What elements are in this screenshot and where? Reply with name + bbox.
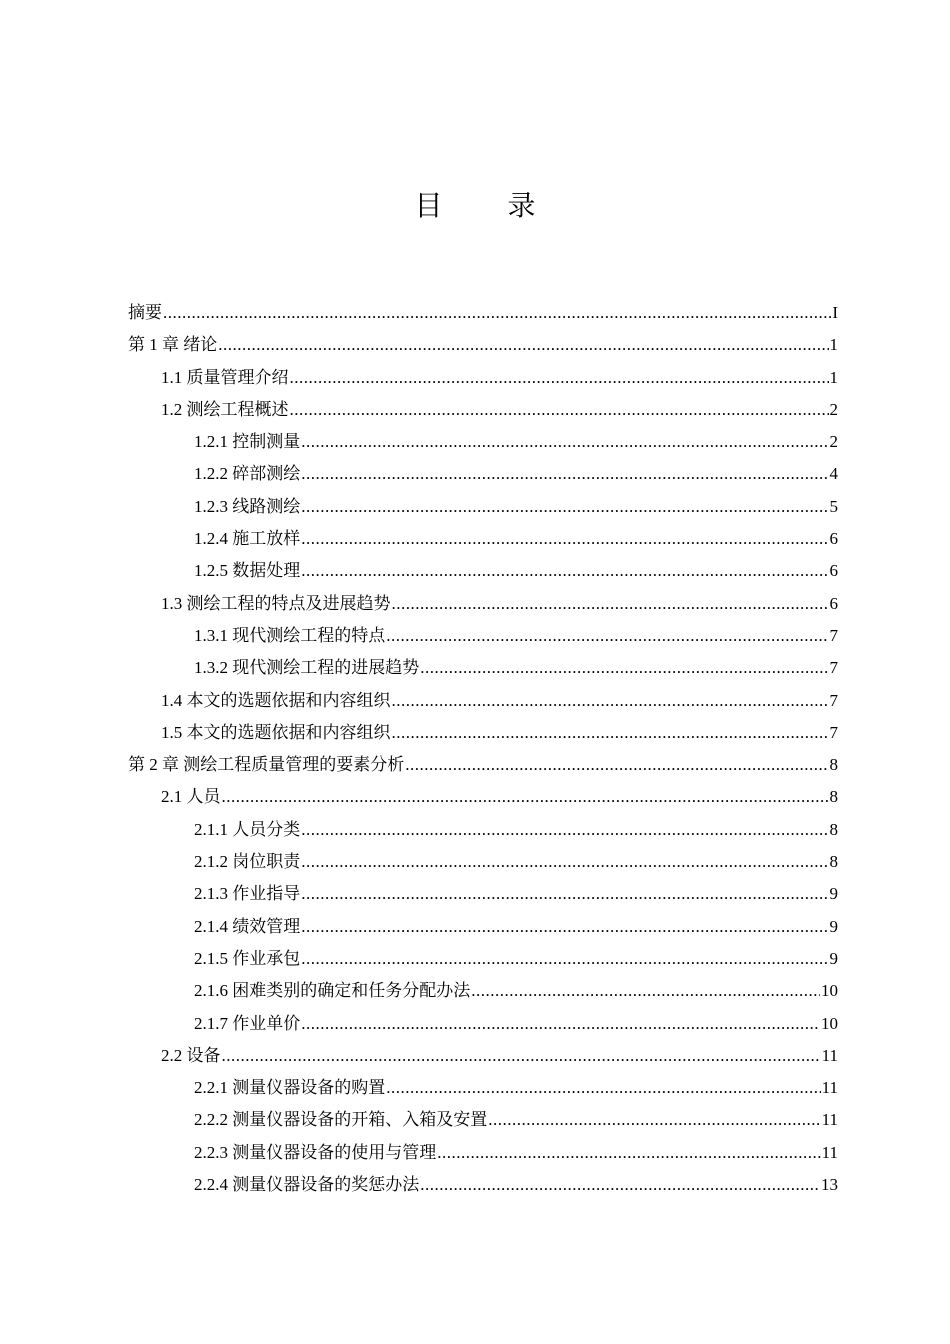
toc-entry-label: 1.2.2 碎部测绘	[194, 464, 301, 484]
dot-leader	[420, 1169, 820, 1201]
toc-entry-2-1-2[interactable]	[128, 846, 838, 878]
toc-entry-1-3[interactable]	[128, 588, 838, 620]
dot-leader	[301, 523, 828, 555]
dot-leader	[301, 911, 828, 943]
toc-page-number: I	[832, 303, 838, 322]
toc-entry-label: 2.2.4 测量仪器设备的奖惩办法	[194, 1175, 420, 1195]
toc-entry-1-2-3[interactable]	[128, 491, 838, 523]
toc-page-number: 8	[829, 787, 838, 807]
dot-leader	[301, 846, 828, 878]
toc-page-number: 7	[829, 625, 838, 645]
toc-entry-abstract[interactable]	[128, 297, 838, 329]
dot-leader	[392, 588, 829, 620]
toc-page-number: 4	[829, 464, 838, 484]
toc-entry-label: 第 2 章 测绘工程质量管理的要素分析	[128, 755, 405, 775]
toc-entry-2-2-2[interactable]	[128, 1104, 838, 1136]
toc-page-number: 1	[829, 335, 838, 355]
toc-entry-2-2-4[interactable]	[128, 1169, 838, 1201]
toc-entry-label: 2.2.2 测量仪器设备的开箱、入箱及安置	[194, 1110, 488, 1130]
toc-page-number: 7	[829, 690, 838, 710]
toc-page-number: 9	[829, 916, 838, 936]
toc-entry-2-2-3[interactable]	[128, 1137, 838, 1169]
dot-leader	[386, 1072, 820, 1104]
toc-entry-1-3-1[interactable]	[128, 620, 838, 652]
toc-entry-label: 2.2.3 测量仪器设备的使用与管理	[194, 1142, 437, 1162]
dot-leader	[405, 749, 828, 781]
toc-page-number: 9	[829, 948, 838, 968]
toc-entry-label: 摘要	[128, 303, 162, 322]
toc-entry-2-1-4[interactable]	[128, 911, 838, 943]
toc-entry-1-1[interactable]	[128, 362, 838, 394]
toc-entry-label: 1.4 本文的选题依据和内容组织	[161, 690, 391, 710]
toc-page-number: 2	[829, 432, 838, 452]
toc-entry-label: 1.2.1 控制测量	[194, 432, 301, 452]
toc-page-number: 5	[829, 496, 838, 516]
toc-entry-label: 1.2.4 施工放样	[194, 529, 301, 549]
dot-leader	[386, 620, 828, 652]
toc-entry-label: 1.3 测绘工程的特点及进展趋势	[161, 593, 391, 613]
toc-entry-2-1-1[interactable]	[128, 814, 838, 846]
dot-leader	[222, 781, 829, 813]
toc-page-number: 2	[829, 399, 838, 419]
dot-leader	[301, 1008, 820, 1040]
dot-leader	[222, 1040, 821, 1072]
toc-entry-1-2-1[interactable]	[128, 426, 838, 458]
dot-leader	[392, 717, 829, 749]
toc-entry-label: 1.2.5 数据处理	[194, 561, 301, 581]
dot-leader	[301, 814, 828, 846]
dot-leader	[301, 878, 828, 910]
toc-entry-2-1-7[interactable]	[128, 1008, 838, 1040]
toc-entry-label: 1.3.2 现代测绘工程的进展趋势	[194, 658, 420, 678]
dot-leader	[301, 491, 828, 523]
toc-entry-label: 2.1.3 作业指导	[194, 884, 301, 904]
dot-leader	[218, 329, 828, 361]
toc-entry-label: 2.2.1 测量仪器设备的购置	[194, 1078, 386, 1098]
dot-leader	[301, 555, 828, 587]
toc-page-number: 8	[829, 852, 838, 872]
toc-entry-chapter-1[interactable]	[128, 329, 838, 361]
toc-page-number: 13	[821, 1175, 838, 1195]
toc-entry-label: 2.2 设备	[161, 1045, 221, 1065]
dot-leader	[290, 394, 829, 426]
toc-page-number: 6	[829, 561, 838, 581]
dot-leader	[392, 685, 829, 717]
toc-page-number: 11	[821, 1045, 838, 1065]
toc-page-number: 11	[821, 1142, 838, 1162]
toc-entry-2-1-3[interactable]	[128, 878, 838, 910]
toc-entry-2-2-1[interactable]	[128, 1072, 838, 1104]
toc-page-number: 11	[821, 1078, 838, 1098]
toc-entry-label: 2.1.5 作业承包	[194, 948, 301, 968]
toc-entry-1-2-2[interactable]	[128, 458, 838, 490]
dot-leader	[471, 975, 820, 1007]
toc-page-number: 10	[821, 1013, 838, 1033]
toc-page-number: 11	[821, 1110, 838, 1130]
toc-page-number: 7	[829, 658, 838, 678]
toc-entry-label: 1.2.3 线路测绘	[194, 496, 301, 516]
toc-page-number: 7	[829, 722, 838, 742]
toc-entry-label: 1.3.1 现代测绘工程的特点	[194, 625, 386, 645]
toc-entry-label: 1.1 质量管理介绍	[161, 367, 289, 387]
dot-leader	[163, 297, 831, 329]
toc-entry-2-1[interactable]	[128, 781, 838, 813]
toc-entry-label: 第 1 章 绪论	[128, 335, 218, 355]
toc-entry-1-4[interactable]	[128, 685, 838, 717]
table-of-contents	[128, 297, 838, 1201]
dot-leader	[290, 362, 829, 394]
toc-entry-label: 2.1.6 困难类别的确定和任务分配办法	[194, 981, 471, 1001]
toc-page-number: 6	[829, 529, 838, 549]
toc-entry-1-5[interactable]	[128, 717, 838, 749]
dot-leader	[437, 1137, 820, 1169]
toc-entry-2-2[interactable]	[128, 1040, 838, 1072]
toc-entry-label: 2.1.1 人员分类	[194, 819, 301, 839]
dot-leader	[301, 426, 828, 458]
toc-entry-label: 1.5 本文的选题依据和内容组织	[161, 722, 391, 742]
toc-entry-label: 2.1 人员	[161, 787, 221, 807]
dot-leader	[301, 943, 828, 975]
dot-leader	[488, 1104, 820, 1136]
toc-entry-1-2-5[interactable]	[128, 555, 838, 587]
toc-entry-2-1-6[interactable]	[128, 975, 838, 1007]
toc-page-number: 9	[829, 884, 838, 904]
toc-entry-1-2-4[interactable]	[128, 523, 838, 555]
toc-page-number: 8	[829, 819, 838, 839]
toc-page-number: 8	[829, 755, 838, 775]
toc-entry-label: 2.1.2 岗位职责	[194, 852, 301, 872]
toc-entry-2-1-5[interactable]	[128, 943, 838, 975]
toc-entry-label: 2.1.4 绩效管理	[194, 916, 301, 936]
dot-leader	[301, 458, 828, 490]
dot-leader	[420, 652, 828, 684]
toc-entry-chapter-2[interactable]	[128, 749, 838, 781]
page-title: 目 录	[414, 189, 564, 222]
toc-page-number: 6	[829, 593, 838, 613]
toc-page-number: 10	[821, 981, 838, 1001]
toc-entry-label: 1.2 测绘工程概述	[161, 399, 289, 419]
toc-page-number: 1	[829, 367, 838, 387]
toc-entry-1-2[interactable]	[128, 394, 838, 426]
toc-entry-1-3-2[interactable]	[128, 652, 838, 684]
toc-entry-label: 2.1.7 作业单价	[194, 1013, 301, 1033]
